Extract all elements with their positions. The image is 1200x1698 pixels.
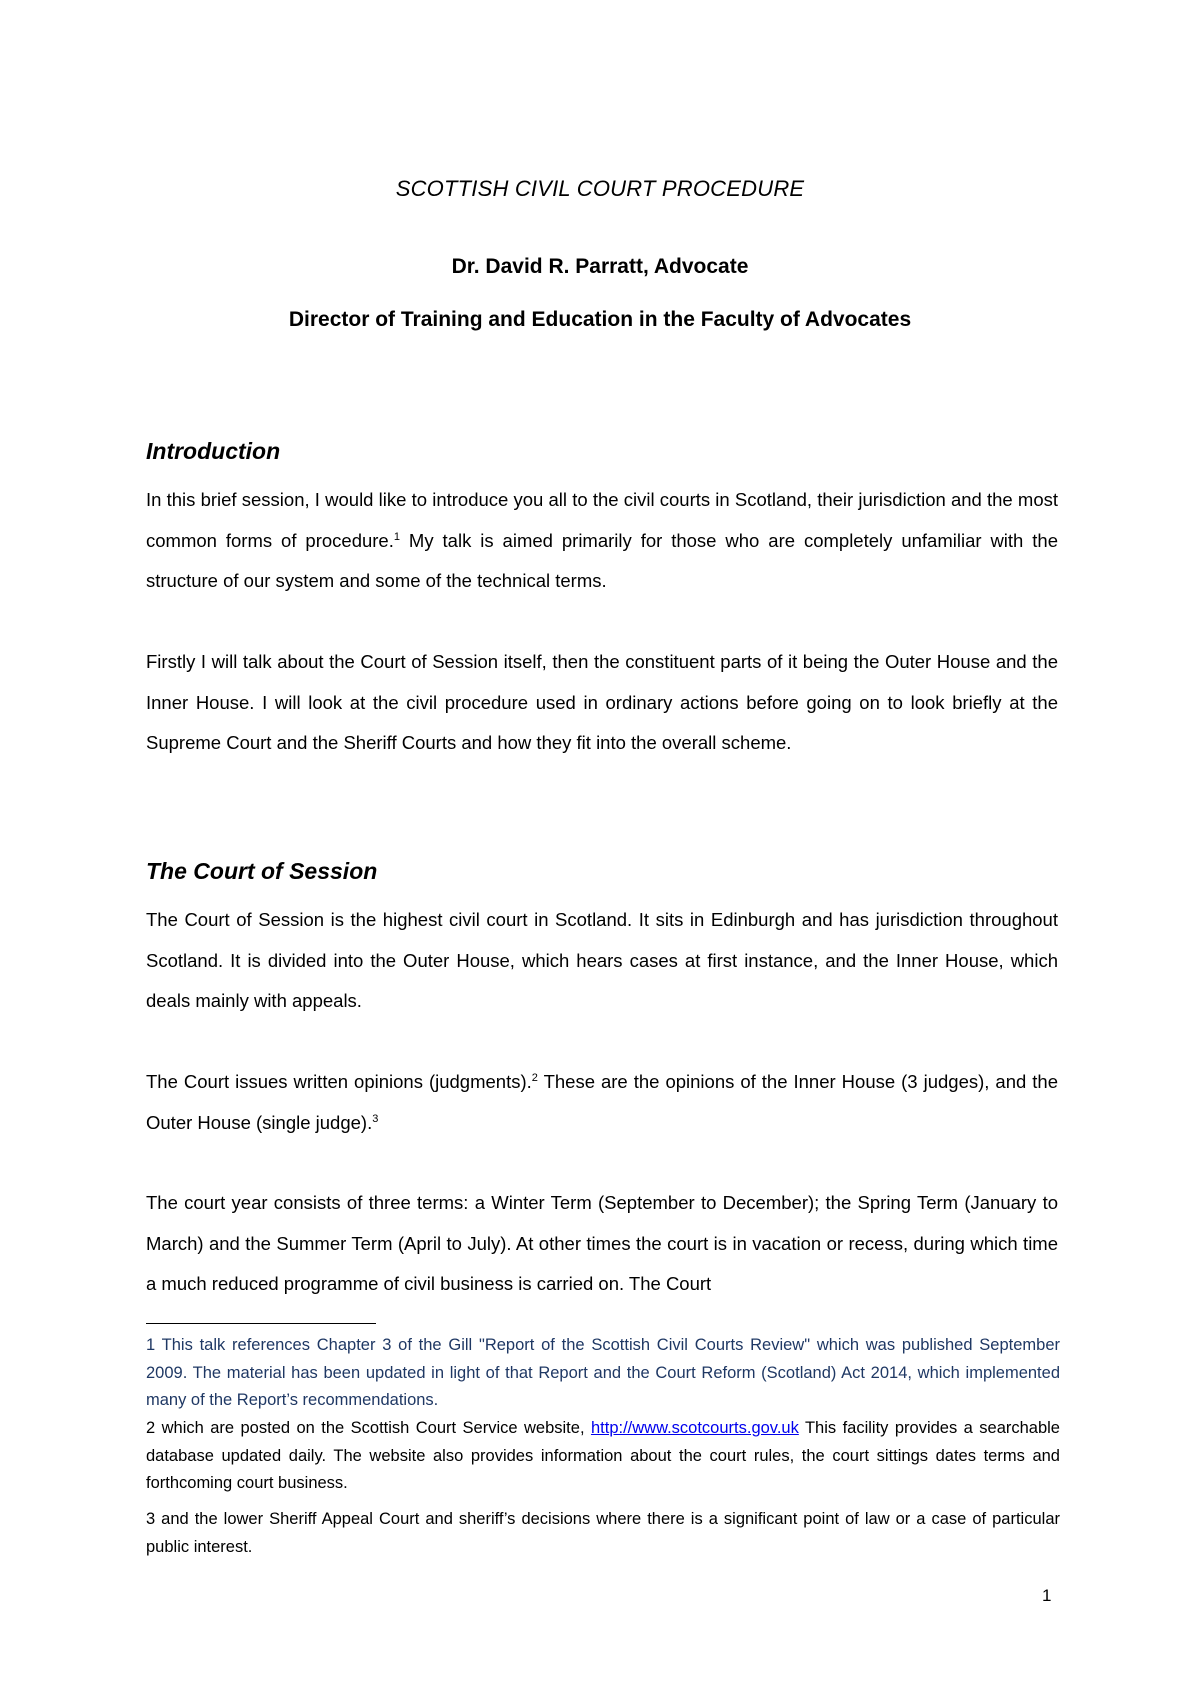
cos-paragraph-3: The court year consists of three terms: a Winter Term (September to December); the Spring Term (January to March) and the Summer Term (April to July). At other times the court is in vacation or recess, during which time a much reduced programme of civil business is carried on. The Court xyxy=(146,1192,1058,1294)
footnote-3: 3 and the lower Sheriff Appeal Court and sheriff’s decisions where there is a significant point of law or a case of particular public interest. xyxy=(146,1510,1060,1556)
footnote-2-text-a: 2 which are posted on the Scottish Court Service website, xyxy=(146,1419,591,1437)
author-role: Director of Training and Education in the Faculty of Advocates xyxy=(288,308,912,331)
footnote-1: 1 This talk references Chapter 3 of the Gill "Report of the Scottish Civil Courts Review" which was published September 2009. The material has been updated in light of that Report and the Court Reform (Scotland) Act 2014, which implemented many of the Report’s recommendations. xyxy=(146,1336,1060,1410)
footnote-2 xyxy=(146,1415,1060,1498)
scotcourts-link[interactable]: http://www.scotcourts.gov.uk xyxy=(590,1419,799,1437)
cos-paragraph-1: The Court of Session is the highest civil court in Scotland. It sits in Edinburgh and has jurisdiction throughout Scotland. It is divided into the Outer House, which hears cases at first instance, and the Inner House, which deals mainly with appeals. xyxy=(146,909,1058,1011)
introduction-heading: Introduction xyxy=(146,438,281,464)
court-of-session-heading: The Court of Session xyxy=(146,858,378,884)
footnote-ref-3[interactable]: 3 xyxy=(372,1112,379,1125)
footnote-2-text-b: This facility provides a searchable database updated daily. The website also provides information about the court rules, the court sittings dates terms and forthcoming court business. xyxy=(146,1419,1060,1493)
intro-paragraph-1 xyxy=(146,480,1058,602)
cos-paragraph-2 xyxy=(146,1062,1058,1143)
intro-p1-text-a: In this brief session, I would like to introduce you all to the civil courts in Scotland, their jurisdiction and the most common forms of procedure. xyxy=(146,489,1058,551)
footnote-separator xyxy=(146,1323,376,1324)
document-title: SCOTTISH CIVIL COURT PROCEDURE xyxy=(395,176,805,201)
footnote-ref-2[interactable]: 2 xyxy=(531,1071,538,1084)
author-line: Dr. David R. Parratt, Advocate xyxy=(451,255,749,278)
footnote-ref-1[interactable]: 1 xyxy=(393,530,400,543)
cos-p2-text-b: These are the opinions of the Inner House (3 judges), and the Outer House (single judge). xyxy=(146,1071,1058,1133)
cos-p2-text-a: The Court issues written opinions (judgments). xyxy=(146,1071,532,1092)
intro-p1-text-b: My talk is aimed primarily for those who are completely unfamiliar with the structure of our system and some of the technical terms. xyxy=(146,529,1059,591)
intro-paragraph-2: Firstly I will talk about the Court of Session itself, then the constituent parts of it being the Outer House and the Inner House. I will look at the civil procedure used in ordinary actions before going on to look briefly at the Supreme Court and the Sheriff Courts and how they fit into the overall scheme. xyxy=(146,651,1058,753)
page-number: 1 xyxy=(1042,1586,1052,1605)
